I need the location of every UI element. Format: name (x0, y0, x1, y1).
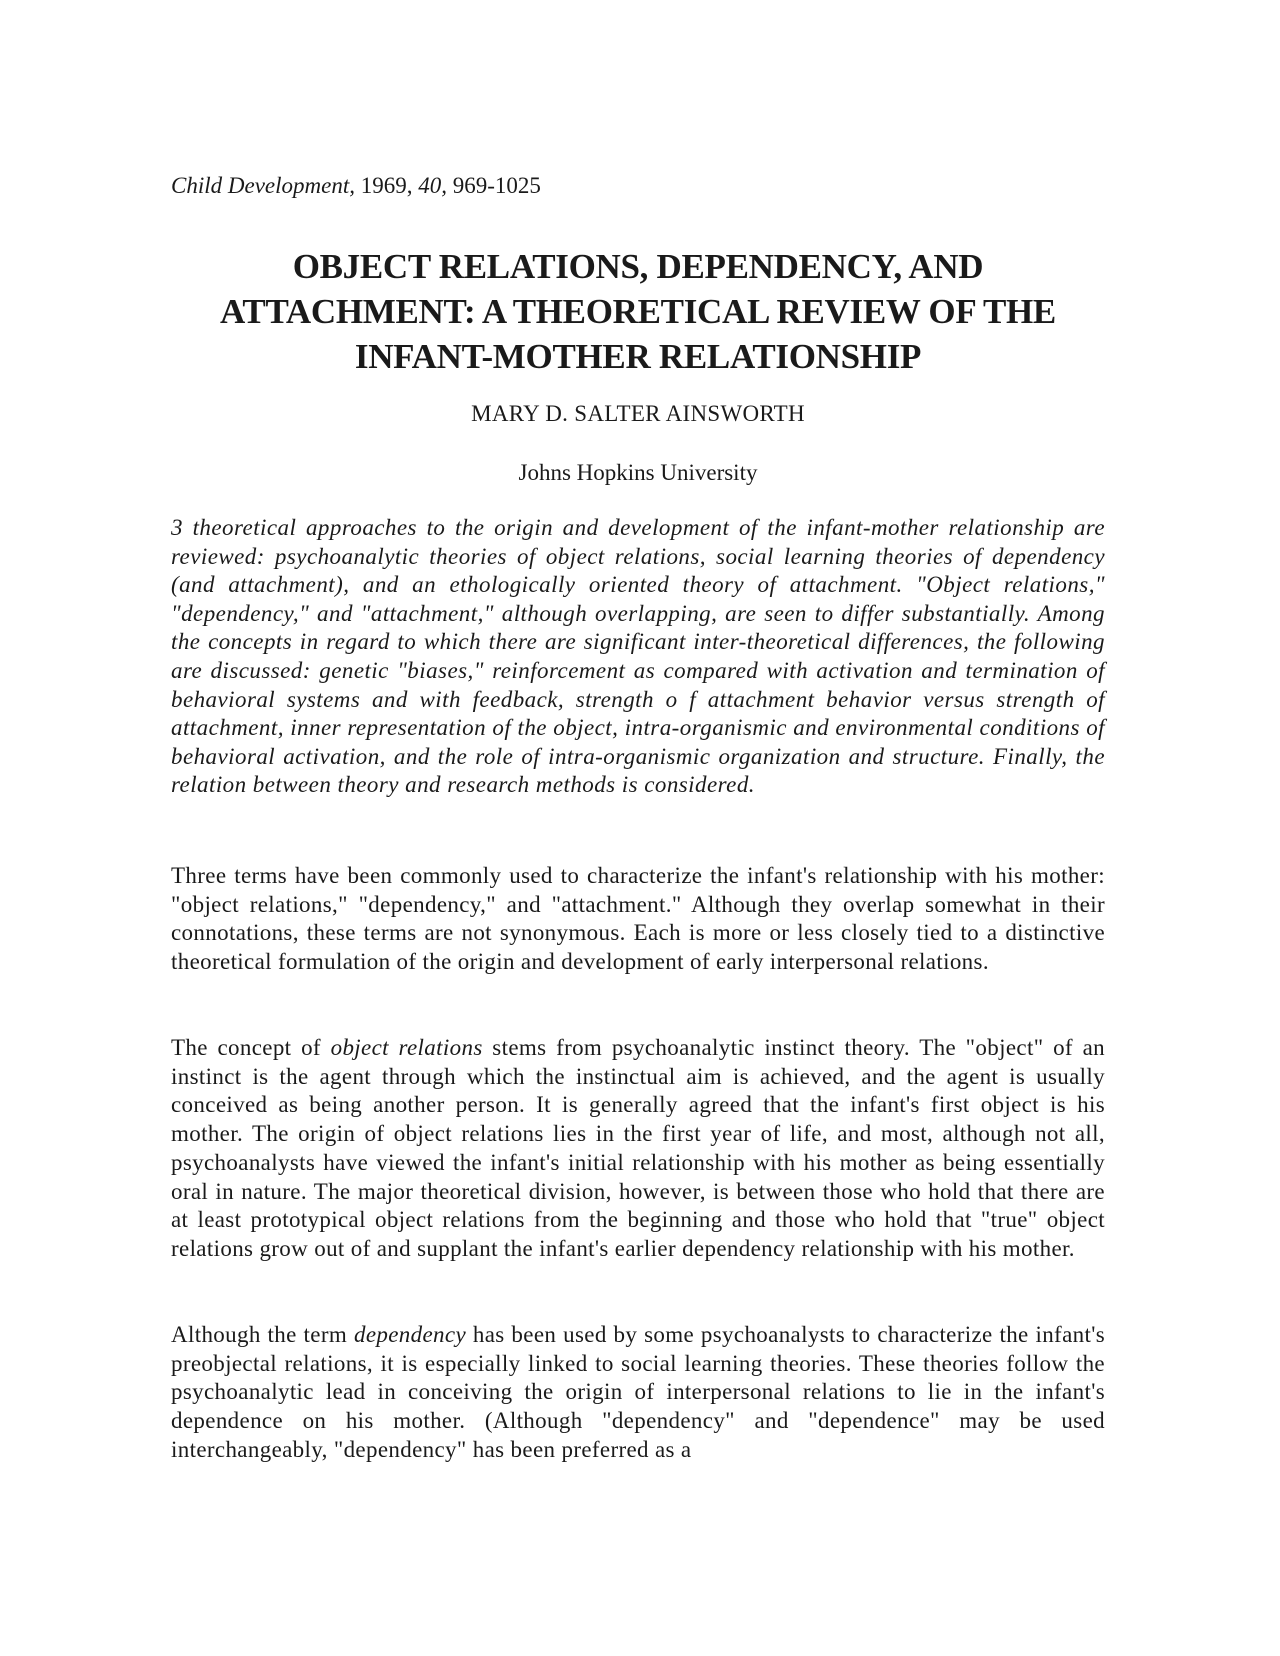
term-dependency: dependency (353, 1322, 467, 1347)
paragraph-2-lead: The concept of (171, 1035, 331, 1060)
abstract: 3 theoretical approaches to the origin and development of the infant-mother relationship are reviewed: psychoanalytic theories of object relations, social learning theories of dependency (and attachment), and an ethologically oriented theory of attachment. "Object relations," "dependency," and "attachment," although overlapping, are seen to differ substantially. Among the concepts in regard to which there are significant inter-theoretical differences, the following are discussed: genetic "biases," reinforcement as compared with activation and termination of behavioral systems and with feedback, strength o f attachment behavior versus strength of attachment, inner representation of the object, intra-organismic and environmental conditions of behavioral activation, and the role of intra-organismic organization and structure. Finally, the relation between theory and research methods is considered. (171, 515, 1105, 798)
citation-year: 1969, (354, 173, 419, 198)
journal-name: Child Development, (171, 173, 355, 198)
paragraph-3-lead: Although the term (171, 1322, 354, 1347)
citation-volume: 40, (418, 173, 447, 198)
body-paragraph-3 (171, 1321, 1105, 1465)
title-line-3: INFANT-MOTHER RELATIONSHIP (354, 337, 922, 376)
paper-title (171, 244, 1105, 379)
term-object-relations: object relations (330, 1035, 483, 1060)
title-line-2: ATTACHMENT: A THEORETICAL REVIEW OF THE (220, 292, 1056, 331)
body-paragraph-1: Three terms have been commonly used to characterize the infant's relationship with his mother: "object relations," "dependency," and "attachment." Although they overlap somewhat in their connotations, these terms are not synonymous. Each is more or less closely tied to a distinctive theoretical formulation of the origin and development of early interpersonal relations. (171, 863, 1105, 975)
author-affiliation: Johns Hopkins University (518, 460, 758, 485)
journal-citation (171, 172, 541, 200)
citation-pages: 969-1025 (446, 173, 541, 198)
paragraph-2-text: stems from psychoanalytic instinct theory. The "object" of an instinct is the agent through which the instinctual aim is achieved, and the agent is usually conceived as being another person. It is generally agreed that the infant's first object is his mother. The origin of object relations lies in the first year of life, and most, although not all, psychoanalysts have viewed the infant's initial relationship with his mother as being essentially oral in nature. The major theoretical division, however, is between those who hold that there are at least prototypical object relations from the beginning and those who hold that "true" object relations grow out of and supplant the infant's earlier dependency relationship with his mother. (171, 1035, 1106, 1261)
title-line-1: OBJECT RELATIONS, DEPENDENCY, AND (292, 247, 984, 286)
body-paragraph-2 (171, 1034, 1105, 1264)
paragraph-3-text: has been used by some psychoanalysts to characterize the infant's preobjectal relations, it is especially linked to social learning theories. These theories follow the psychoanalytic lead in conceiving the origin of interpersonal relations to lie in the infant's dependence on his mother. (Although "dependency" and "dependence" may be used interchangeably, "dependency" has been preferred as a (171, 1322, 1106, 1462)
author-name: MARY D. SALTER AINSWORTH (471, 401, 805, 426)
